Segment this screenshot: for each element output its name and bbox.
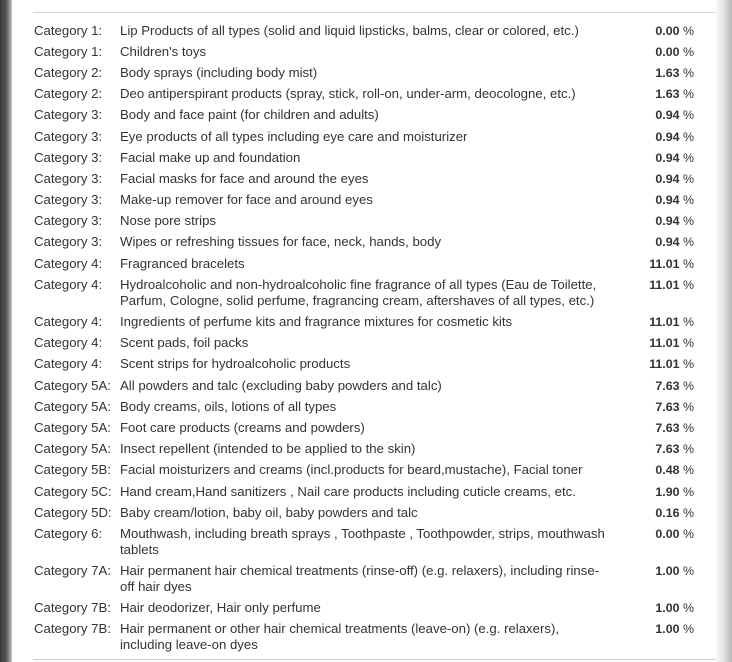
table-row [34, 417, 714, 438]
product-description: Wipes or refreshing tissues for face, neck, hands, body [120, 234, 442, 250]
category-label: Category 3: [34, 170, 103, 186]
percentage-number: 1.00 [655, 564, 680, 579]
table-row [34, 396, 714, 417]
category-label: Category 4: [34, 314, 103, 330]
percentage-number: 0.94 [655, 171, 680, 186]
product-description: Facial make up and foundation [120, 149, 301, 165]
percentage-value [620, 399, 694, 415]
percentage-number: 7.63 [655, 442, 680, 457]
percentage-number: 0.94 [655, 108, 680, 123]
category-label: Category 7A: [34, 563, 111, 579]
percentage-value [620, 505, 694, 521]
percentage-number: 7.63 [655, 420, 680, 435]
percent-sign: % [682, 463, 694, 478]
category-label: Category 5A: [34, 419, 111, 435]
product-description: Lip Products of all types (solid and liquid lipsticks, balms, clear or colored, etc.) [120, 22, 579, 38]
category-label: Category 3: [34, 213, 103, 229]
percentage-value [620, 314, 694, 330]
bottom-divider [33, 659, 716, 660]
percentage-value [620, 277, 694, 293]
percentage-value [620, 86, 694, 102]
percentage-number: 7.63 [655, 399, 680, 414]
product-description: Foot care products (creams and powders) [120, 419, 365, 435]
table-row [34, 274, 714, 311]
category-label: Category 7B: [34, 600, 111, 616]
table-row [34, 105, 714, 126]
category-label: Category 6: [34, 525, 103, 541]
product-description: Facial masks for face and around the eyes [120, 170, 369, 186]
product-description: Hair deodorizer, Hair only perfume [120, 600, 321, 616]
percentage-number: 0.94 [655, 150, 680, 165]
product-description: Nose pore strips [120, 213, 217, 229]
percent-sign: % [682, 256, 694, 271]
table-row [34, 253, 714, 274]
category-label: Category 7B: [34, 621, 111, 637]
category-label: Category 5B: [34, 462, 111, 478]
table-row [34, 598, 714, 619]
table-row [34, 190, 714, 211]
product-description: Insect repellent (intended to be applied to the skin) [120, 441, 416, 457]
table-row [34, 619, 714, 656]
category-label: Category 3: [34, 234, 103, 250]
percent-sign: % [682, 420, 694, 435]
percentage-value [620, 129, 694, 145]
percent-sign: % [682, 277, 694, 292]
category-label: Category 1: [34, 22, 103, 38]
percent-sign: % [682, 399, 694, 414]
percent-sign: % [682, 564, 694, 579]
category-label: Category 3: [34, 149, 103, 165]
product-description: Children's toys [120, 43, 207, 59]
percentage-value [620, 23, 694, 39]
percentage-number: 11.01 [649, 315, 680, 330]
product-description: Fragranced bracelets [120, 255, 245, 271]
table-row [34, 211, 714, 232]
percentage-number: 1.63 [655, 65, 680, 80]
category-label: Category 5D: [34, 504, 112, 520]
percentage-value [620, 107, 694, 123]
percentage-value [620, 171, 694, 187]
percentage-value [620, 335, 694, 351]
product-description: Scent pads, foil packs [120, 335, 249, 351]
percentage-value [620, 44, 694, 60]
top-divider [33, 12, 716, 13]
product-description: Baby cream/lotion, baby oil, baby powders and talc [120, 504, 418, 520]
percentage-value [620, 420, 694, 436]
category-label: Category 2: [34, 64, 103, 80]
product-description: Eye products of all types including eye care and moisturizer [120, 128, 468, 144]
table-row [34, 20, 714, 41]
percent-sign: % [682, 505, 694, 520]
percent-sign: % [682, 336, 694, 351]
table-row [34, 561, 714, 598]
table-row [34, 62, 714, 83]
percentage-value [620, 484, 694, 500]
right-edge-shadow [714, 0, 732, 662]
table-row [34, 311, 714, 332]
category-usage-table [34, 20, 714, 656]
category-label: Category 5A: [34, 441, 111, 457]
percentage-number: 0.00 [655, 526, 680, 541]
table-row [34, 232, 714, 253]
percent-sign: % [682, 214, 694, 229]
percentage-value [620, 192, 694, 208]
percentage-value [620, 462, 694, 478]
percentage-value [620, 234, 694, 250]
percentage-number: 0.16 [655, 505, 680, 520]
product-description: Body creams, oils, lotions of all types [120, 398, 337, 414]
percentage-number: 1.63 [655, 87, 680, 102]
percentage-number: 11.01 [649, 277, 680, 292]
percent-sign: % [682, 193, 694, 208]
percent-sign: % [682, 150, 694, 165]
percentage-number: 0.00 [655, 44, 680, 59]
category-label: Category 5A: [34, 398, 111, 414]
category-label: Category 4: [34, 276, 103, 292]
category-label: Category 3: [34, 107, 103, 123]
product-description: Body sprays (including body mist) [120, 64, 318, 80]
percent-sign: % [682, 171, 694, 186]
percent-sign: % [682, 315, 694, 330]
percentage-number: 1.00 [655, 622, 680, 637]
category-label: Category 4: [34, 356, 103, 372]
product-description: Mouthwash, including breath sprays , Toothpaste , Toothpowder, strips, mouthwash tablets [120, 525, 605, 557]
product-description: Ingredients of perfume kits and fragrance mixtures for cosmetic kits [120, 314, 513, 330]
category-label: Category 4: [34, 255, 103, 271]
product-description: Deo antiperspirant products (spray, stick, roll-on, under-arm, deocologne, etc.) [120, 86, 576, 102]
percentage-number: 11.01 [649, 336, 680, 351]
product-description: Hair permanent hair chemical treatments (rinse-off) (e.g. relaxers), including rinse-off hair dyes [120, 563, 600, 595]
table-row [34, 354, 714, 375]
category-label: Category 2: [34, 86, 103, 102]
table-row [34, 84, 714, 105]
category-label: Category 1: [34, 43, 103, 59]
percent-sign: % [682, 129, 694, 144]
percentage-value [620, 150, 694, 166]
category-label: Category 5C: [34, 483, 112, 499]
percent-sign: % [682, 65, 694, 80]
percentage-number: 1.00 [655, 601, 680, 616]
product-description: Body and face paint (for children and adults) [120, 107, 379, 123]
percent-sign: % [682, 87, 694, 102]
table-row [34, 439, 714, 460]
table-row [34, 375, 714, 396]
percentage-value [620, 213, 694, 229]
product-description: Facial moisturizers and creams (incl.products for beard,mustache), Facial toner [120, 462, 583, 478]
percent-sign: % [682, 235, 694, 250]
percentage-number: 1.90 [655, 484, 680, 499]
category-label: Category 3: [34, 192, 103, 208]
table-row [34, 502, 714, 523]
percent-sign: % [682, 484, 694, 499]
percentage-number: 0.94 [655, 214, 680, 229]
percent-sign: % [682, 357, 694, 372]
table-row [34, 333, 714, 354]
product-description: Scent strips for hydroalcoholic products [120, 356, 351, 372]
product-description: Make-up remover for face and around eyes [120, 192, 373, 208]
percent-sign: % [682, 378, 694, 393]
category-label: Category 5A: [34, 377, 111, 393]
percent-sign: % [682, 108, 694, 123]
percent-sign: % [682, 622, 694, 637]
product-description: Hair permanent or other hair chemical treatments (leave-on) (e.g. relaxers), including leave-on dyes [120, 621, 560, 653]
percentage-value [620, 441, 694, 457]
percentage-value [620, 526, 694, 542]
percentage-number: 11.01 [649, 357, 680, 372]
percentage-number: 11.01 [649, 256, 680, 271]
percentage-value [620, 621, 694, 637]
percent-sign: % [682, 442, 694, 457]
product-description: All powders and talc (excluding baby powders and talc) [120, 377, 442, 393]
table-row [34, 168, 714, 189]
table-row [34, 41, 714, 62]
percentage-number: 0.94 [655, 235, 680, 250]
percentage-value [620, 356, 694, 372]
table-row [34, 460, 714, 481]
percentage-number: 0.00 [655, 23, 680, 38]
percent-sign: % [682, 23, 694, 38]
table-row [34, 126, 714, 147]
table-row [34, 481, 714, 502]
percent-sign: % [682, 44, 694, 59]
percentage-number: 0.48 [655, 463, 680, 478]
percentage-value [620, 563, 694, 579]
product-description: Hydroalcoholic and non-hydroalcoholic fine fragrance of all types (Eau de Toilette, Parfum, Cologne, solid perfume, fragrancing cream, aftershaves of all types, etc.) [120, 276, 597, 308]
left-edge-strip [0, 0, 12, 662]
percentage-number: 0.94 [655, 193, 680, 208]
percentage-value [620, 600, 694, 616]
percentage-value [620, 65, 694, 81]
table-row [34, 523, 714, 560]
category-label: Category 3: [34, 128, 103, 144]
percentage-number: 7.63 [655, 378, 680, 393]
percentage-value [620, 378, 694, 394]
product-description: Hand cream,Hand sanitizers , Nail care products including cuticle creams, etc. [120, 483, 576, 499]
percentage-value [620, 256, 694, 272]
percentage-number: 0.94 [655, 129, 680, 144]
percent-sign: % [682, 601, 694, 616]
category-label: Category 4: [34, 335, 103, 351]
table-row [34, 147, 714, 168]
percent-sign: % [682, 526, 694, 541]
